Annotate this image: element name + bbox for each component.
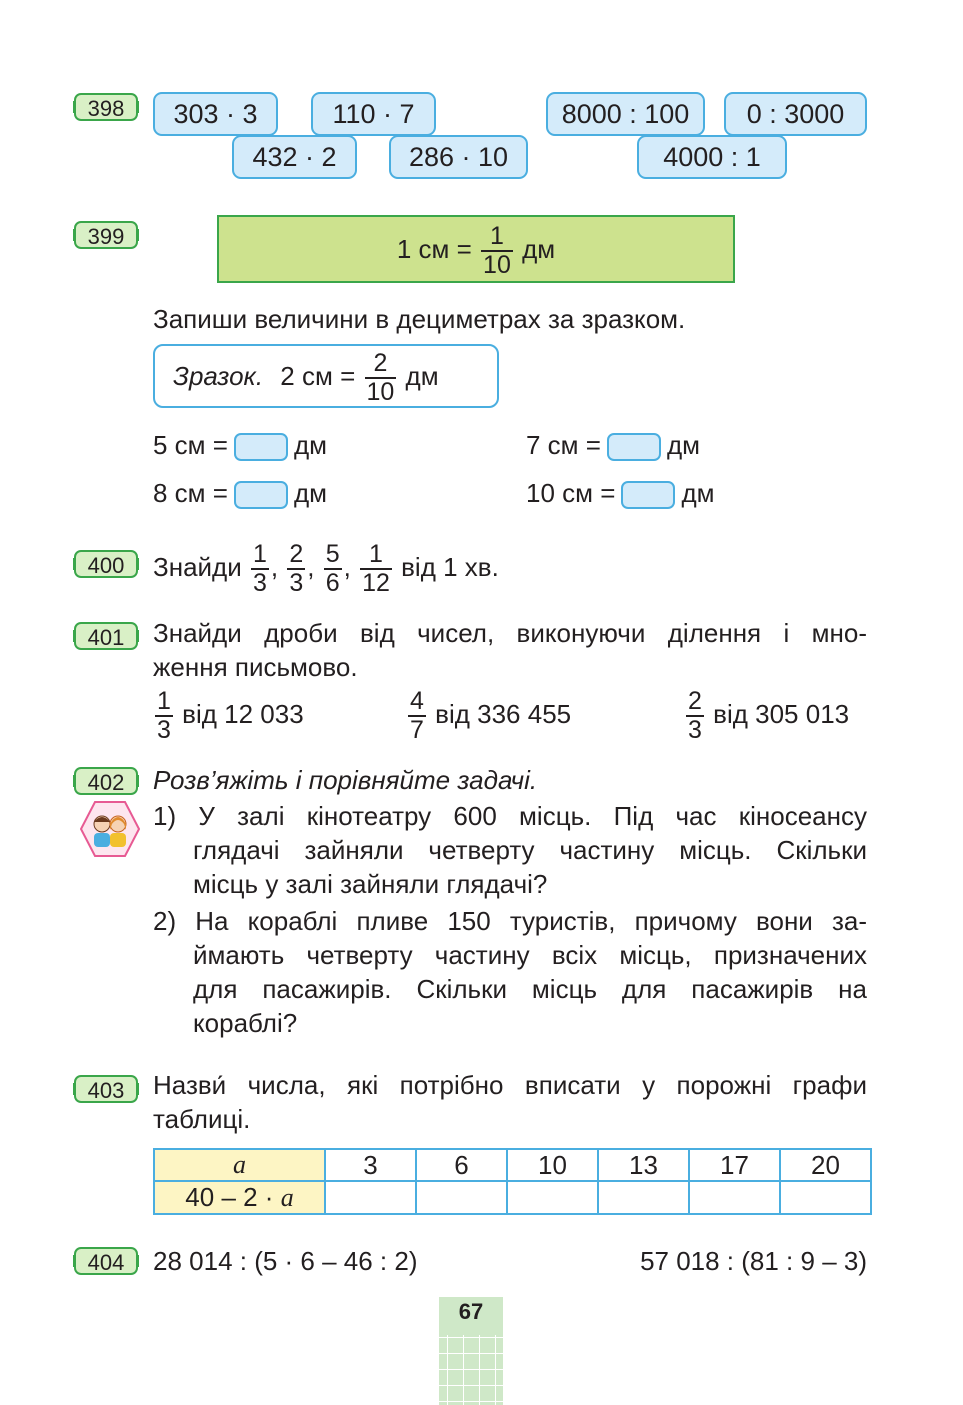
fraction-task: $\frac{4}{7}$ від 336 455 — [410, 687, 572, 745]
table-cell: 3 — [325, 1149, 416, 1181]
answer-field[interactable] — [234, 433, 288, 461]
exercise-number-403: 403 — [74, 1075, 138, 1103]
expression-2: 57 018 : (81 : 9 – 3) — [640, 1246, 867, 1276]
exercise-number-399: 399 — [74, 221, 138, 249]
conversion-item: 10 см = дм — [526, 478, 715, 508]
task1-line2: глядачі зайняли четверту частину місць. Скільки — [193, 835, 867, 865]
pair-work-icon — [80, 800, 140, 858]
table-header-expression: 40 – 2 · a — [154, 1181, 325, 1214]
expression-box: 8000 : 100 — [546, 92, 705, 136]
task2-line1: 2) На кораблі пливе 150 туристів, причому вони за- — [153, 906, 867, 936]
table-cell: 6 — [416, 1149, 507, 1181]
empty-answer-cell[interactable] — [325, 1181, 416, 1214]
rule-unit: дм — [522, 234, 556, 264]
exercise-400-text: Знайди $\frac{1}{3}$ , $\frac{2}{3}$ , $\frac{5}{6}$ , $\frac{1}{12}$ від 1 хв. — [153, 540, 499, 598]
conversion-item: 5 см = дм — [153, 430, 328, 460]
answer-field[interactable] — [234, 481, 288, 509]
task2-line3: для пасажирів. Скільки місць для пасажирів на — [193, 974, 867, 1004]
expression-1: 28 014 : (5 · 6 – 46 : 2) — [153, 1246, 418, 1276]
empty-answer-cell[interactable] — [598, 1181, 689, 1214]
expression-box: 303 · 3 — [153, 92, 278, 136]
table-cell: 20 — [780, 1149, 871, 1181]
table-header-a: a — [154, 1149, 325, 1181]
expression-box: 4000 : 1 — [637, 135, 787, 179]
value-table — [153, 1148, 872, 1215]
expression-box: 110 · 7 — [311, 92, 436, 136]
task2-line4: кораблі? — [193, 1008, 298, 1038]
sample-left: 2 см = — [280, 361, 356, 391]
rule-left: 1 см = — [396, 234, 472, 264]
task1-line3: місць у залі зайняли глядачі? — [193, 869, 548, 899]
table-cell: 10 — [507, 1149, 598, 1181]
sample-unit: дм — [405, 361, 439, 391]
exercise-number-400: 400 — [74, 550, 138, 578]
empty-answer-cell[interactable] — [507, 1181, 598, 1214]
empty-answer-cell[interactable] — [689, 1181, 780, 1214]
exercise-403-line2: таблиці. — [153, 1104, 251, 1134]
fraction-task: $\frac{2}{3}$ від 305 013 — [688, 687, 850, 745]
exercise-402-title: Розв’яжіть і порівняйте задачі. — [153, 765, 538, 795]
task1-line1: 1) У залі кінотеатру 600 місць. Під час кіносеансу — [153, 801, 867, 831]
sample-label: Зразок. — [173, 361, 264, 391]
table-cell: 17 — [689, 1149, 780, 1181]
answer-field[interactable] — [621, 481, 675, 509]
sample-box — [153, 344, 499, 408]
task2-line2: ймають четверту частину всіх місць, призначених — [193, 940, 867, 970]
empty-answer-cell[interactable] — [780, 1181, 871, 1214]
rule-box — [217, 215, 735, 283]
instruction-text: Запиши величини в дециметрах за зразком. — [153, 304, 686, 334]
answer-field[interactable] — [607, 433, 661, 461]
conversion-item: 8 см = дм — [153, 478, 328, 508]
exercise-403-line1: Назви́ числа, які потрібно вписати у порожні графи — [153, 1070, 867, 1100]
fraction-task: $\frac{1}{3}$ від 12 033 — [157, 687, 304, 745]
table-cell: 13 — [598, 1149, 689, 1181]
exercise-number-401: 401 — [74, 622, 138, 650]
exercise-number-404: 404 — [74, 1247, 138, 1275]
page-number: 67 — [439, 1297, 503, 1335]
conversion-item: 7 см = дм — [526, 430, 701, 460]
exercise-number-402: 402 — [74, 767, 138, 795]
page-number-tab — [439, 1297, 503, 1405]
rule-fraction: $\frac{1}{10}$ — [483, 222, 511, 280]
exercise-401-line2: ження письмово. — [153, 652, 358, 682]
exercise-number-398: 398 — [74, 93, 138, 121]
expression-box: 0 : 3000 — [724, 92, 867, 136]
empty-answer-cell[interactable] — [416, 1181, 507, 1214]
sample-fraction: $\frac{2}{10}$ — [366, 349, 395, 407]
expression-box: 286 · 10 — [389, 135, 528, 179]
expression-box: 432 · 2 — [232, 135, 357, 179]
exercise-401-line1: Знайди дроби від чисел, виконуючи ділення і мно- — [153, 618, 867, 648]
